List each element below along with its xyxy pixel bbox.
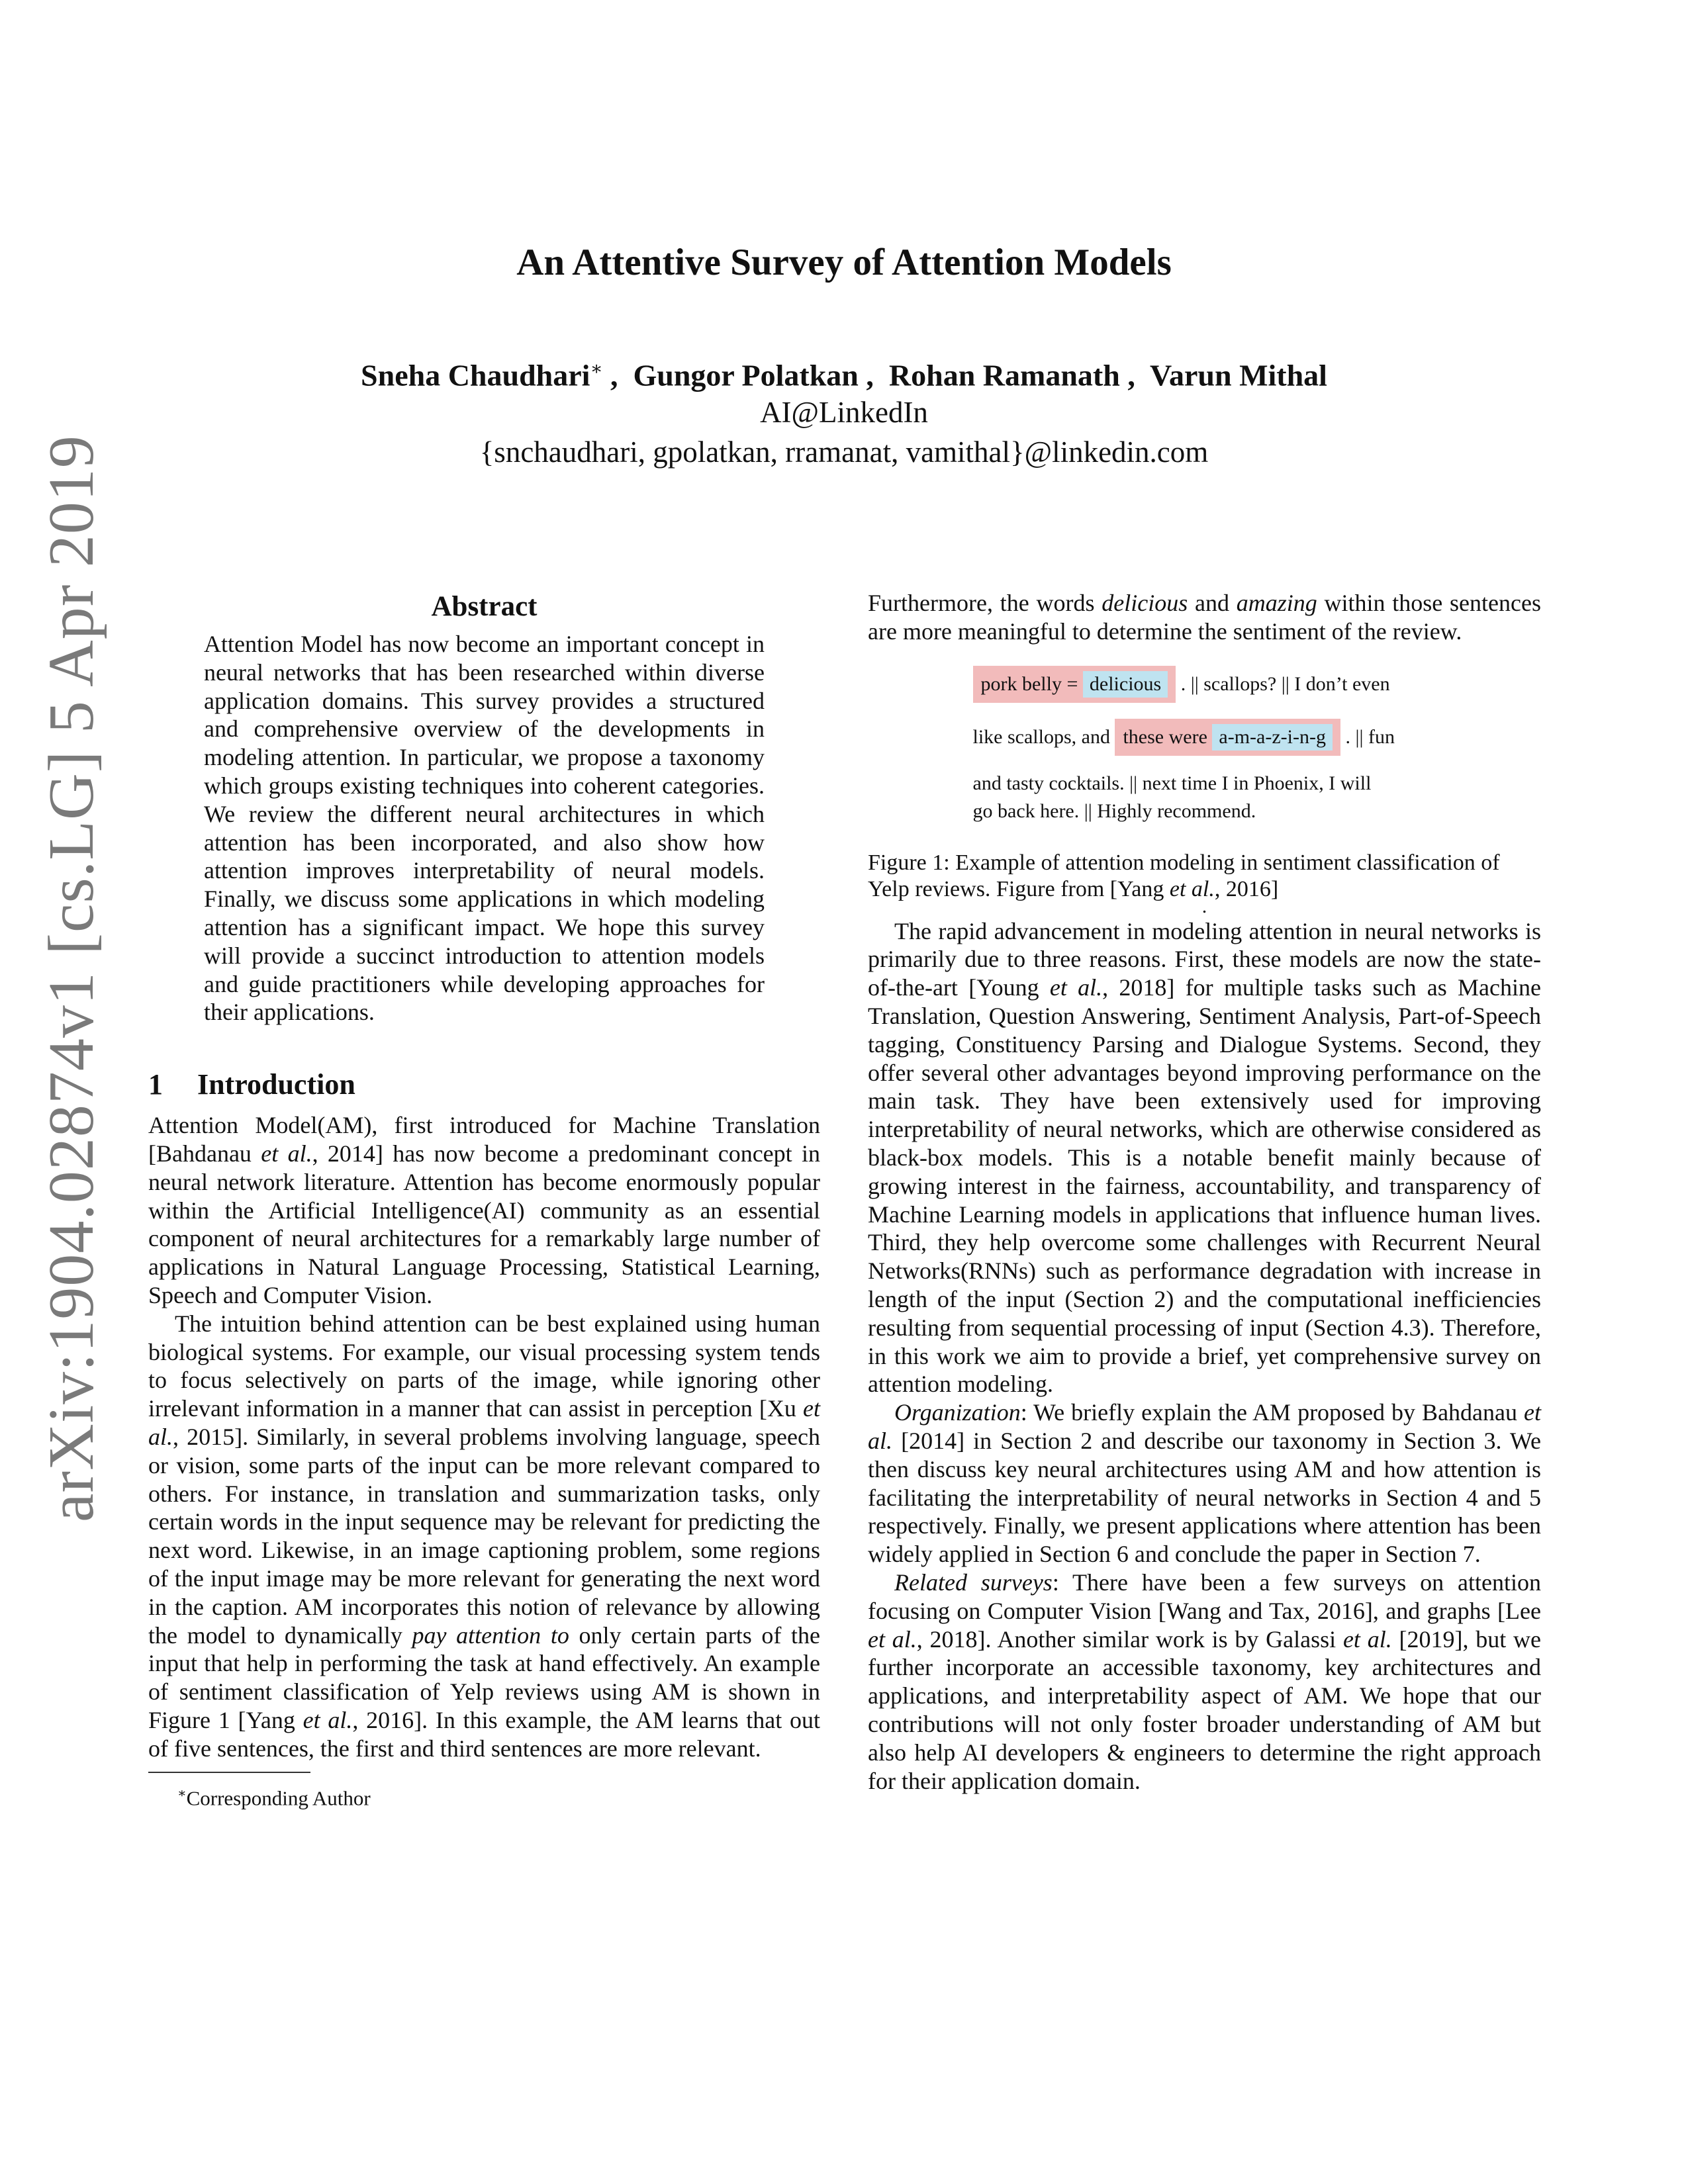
- footnote-rule: [148, 1772, 310, 1773]
- text-run: only certain parts of the input that help in performing the task at hand effectively. An example of sentiment classification of Yelp reviews using AM is shown in Figure 1 [Yang: [148, 1621, 820, 1733]
- text-run: The intuition behind attention can be best explained using human biological systems. For example, our visual processing system tends to focus selectively on parts of the image, while ignoring other irrelevant information in a manner that can assist in perception [Xu: [148, 1310, 820, 1422]
- figure-line-4: go back here. || Highly recommend.: [972, 799, 1256, 822]
- abstract-heading: Abstract: [431, 591, 538, 622]
- text-run: [2019], but we further incorporate an accessible taxonomy, key architectures and applications, and interpretability aspect of AM. We hope that our contributions will not only foster broader understanding of AM but also help AI developers & engineers to determine the right approach for their application domain.: [868, 1625, 1541, 1794]
- text-run-italic: et al.: [148, 1395, 820, 1450]
- author-name: Rohan Ramanath: [888, 358, 1120, 392]
- text-run: Figure 1: Example of attention modeling in sentiment classification of Yelp reviews. Figure from [Yang: [868, 850, 1500, 901]
- text-run: , 2018]. Another similar work is by Galassi: [916, 1625, 1343, 1653]
- text-run: , 2016]: [1214, 876, 1279, 901]
- text-run: and: [1188, 590, 1237, 616]
- right-paragraph-0: [868, 589, 1541, 646]
- right-paragraph-related-surveys: [868, 1569, 1541, 1795]
- text-run-italic: pay attention to: [412, 1621, 569, 1649]
- text-run-italic: et al.: [261, 1140, 312, 1167]
- text-run: like scallops, and: [972, 725, 1115, 748]
- text-run: , 2016]. In this example, the AM learns that out of five sentences, the first and third sentences are more relevant.: [148, 1706, 821, 1762]
- caption-trailing-dot: .: [1201, 895, 1207, 917]
- author-list: Sneha Chaudhari∗ , Gungor Polatkan , Rohan Ramanath , Varun Mithal: [361, 358, 1327, 392]
- footnote-mark: ∗: [177, 1786, 187, 1801]
- text-run: , 2014] has now become a predominant concept in neural network literature. Attention has become enormously popular within the Artificial Intelligence(AI) community as an essential component of neural architectures for a remarkably large number of applications in Natural Language Processing, Statistical Learning, Speech and Computer Vision.: [148, 1140, 820, 1308]
- paper-title: An Attentive Survey of Attention Models: [516, 242, 1172, 283]
- intro-paragraph-1: [148, 1111, 820, 1310]
- section-heading-introduction: [148, 1066, 820, 1103]
- text-run-italic: delicious: [1102, 590, 1188, 616]
- text-run: : We briefly explain the AM proposed by Bahdanau: [1020, 1399, 1524, 1426]
- text-run: these were: [1123, 725, 1213, 748]
- text-run-italic: et al.: [303, 1706, 353, 1733]
- text-run: , 2018] for multiple tasks such as Machine Translation, Question Answering, Sentiment Analysis, Part-of-Speech tagging, Constituency Parsing and Dialogue Systems. Second, they offer several other advantages beyond improving performance on the main task. They have been extensively used for improving interpretability of neural networks, which are otherwise considered as black-box models. This is a notable benefit mainly because of growing interest in the fairness, accountability, and transparency of Machine Learning models in applications that influence human lives. Third, they help overcome some challenges with Recurrent Neural Networks(RNNs) such as performance degradation with increase in length of the input (Section 2) and the computational inefficiencies resulting from sequential processing of input (Section 4.3). Therefore, in this work we aim to provide a brief, yet comprehensive survey on attention modeling.: [868, 974, 1541, 1398]
- footnote: [148, 1781, 820, 1811]
- word-attention-highlight: delicious: [1083, 671, 1168, 698]
- right-paragraph-organization: [868, 1398, 1541, 1569]
- author-name: Gungor Polatkan: [633, 358, 859, 392]
- text-run: Attention Model(AM), first introduced for Machine Translation [Bahdanau: [148, 1112, 820, 1167]
- text-run-italic: et al.: [1049, 974, 1103, 1001]
- arxiv-side-stamp: arXiv:1904.02874v1 [cs.LG] 5 Apr 2019: [36, 435, 107, 1522]
- left-column: [148, 589, 820, 1811]
- figure-caption: [868, 850, 1541, 903]
- figure-1: [973, 666, 1436, 823]
- paragraph-label: Related surveys: [894, 1569, 1053, 1596]
- text-run: . || fun: [1340, 725, 1395, 748]
- text-run-italic: et al.: [1169, 876, 1215, 901]
- author-emails: {snchaudhari, gpolatkan, rramanat, vamithal}@linkedin.com: [479, 435, 1209, 469]
- section-number: 1: [148, 1068, 163, 1101]
- author-footnote-mark: ∗: [590, 359, 603, 379]
- figure-line-2: [973, 719, 1436, 756]
- text-run: , 2015]. Similarly, in several problems involving language, speech or vision, some parts of the input can be more relevant compared to others. For instance, in translation and summarization tasks, only certain words in the input sequence may be relevant for predicting the next word. Likewise, in an image captioning problem, some regions of the input image may be more relevant for generating the next word in the caption. AM incorporates this notion of relevance by allowing the model to dynamically: [148, 1423, 820, 1649]
- text-run: pork belly =: [980, 672, 1083, 695]
- abstract-body: Attention Model has now become an important concept in neural networks that has been researched within diverse application domains. This survey provides a structured and comprehensive overview of the developments in modeling attention. In particular, we propose a taxonomy which groups existing techniques into coherent categories. We review the different neural architectures in which attention has been incorporated, and also show how attention improves interpretability of neural models. Finally, we discuss some applications in which modeling attention has a significant impact. We hope this survey will provide a succinct introduction to attention models and guide practitioners while developing approaches for their applications.: [204, 631, 765, 1026]
- text-run-italic: et al.: [868, 1625, 917, 1653]
- text-run: The rapid advancement in modeling attention in neural networks is primarily due to three reasons. First, these models are now the state-of-the-art [Young: [868, 917, 1541, 1001]
- section-title: Introduction: [197, 1068, 355, 1101]
- author-name: Varun Mithal: [1149, 358, 1327, 392]
- intro-paragraph-2: [148, 1310, 820, 1763]
- figure-line-1: [973, 666, 1436, 703]
- figure-line-3: and tasty cocktails. || next time I in Phoenix, I will: [972, 772, 1372, 794]
- text-run-italic: amazing: [1236, 590, 1317, 616]
- author-name: Sneha Chaudhari: [361, 358, 590, 392]
- word-attention-highlight: a-m-a-z-i-n-g: [1212, 724, 1333, 751]
- affiliation: AI@LinkedIn: [760, 396, 928, 429]
- text-run: [2014] in Section 2 and describe our taxonomy in Section 3. We then discuss key neural architectures using AM and how attention is facilitating the interpretability of neural networks in Section 4 and 5 respectively. Finally, we present applications where attention has been widely applied in Section 6 and conclude the paper in Section 7.: [868, 1427, 1541, 1568]
- footnote-text: Corresponding Author: [186, 1786, 371, 1810]
- right-column: [868, 589, 1541, 1795]
- right-paragraph-1: [868, 917, 1541, 1399]
- text-run-italic: et al.: [868, 1399, 1541, 1454]
- text-run: : There have been a few surveys on attention focusing on Computer Vision [Wang and Tax, 2016], and graphs [Lee: [868, 1569, 1541, 1624]
- text-run: within those sentences are more meaningful to determine the sentiment of the review.: [868, 590, 1541, 645]
- sentence-attention-highlight: [973, 666, 1176, 703]
- text-run: Furthermore, the words: [868, 590, 1102, 616]
- paragraph-label: Organization: [894, 1399, 1021, 1426]
- sentence-attention-highlight: [1115, 719, 1340, 756]
- text-run-italic: et al.: [1342, 1625, 1392, 1653]
- text-run: . || scallops? || I don’t even: [1176, 672, 1390, 695]
